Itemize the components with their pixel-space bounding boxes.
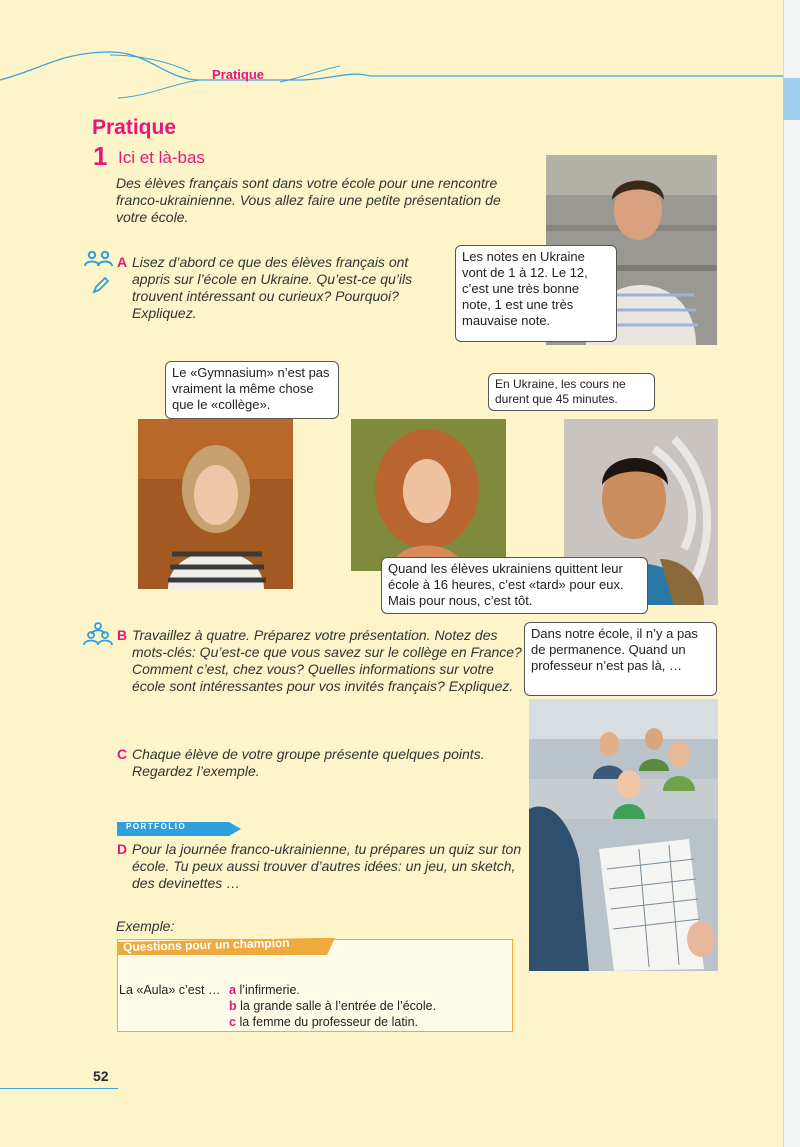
task-c-text: Chaque élève de votre groupe présente quelques points. Regardez l’exemple.	[132, 746, 485, 779]
quiz-option-c-letter: c	[229, 1015, 236, 1029]
task-d	[117, 841, 527, 892]
quiz-option-b-text: la grande salle à l’entrée de l’école.	[240, 999, 437, 1013]
quiz-title: Questions pour un champion	[122, 935, 290, 955]
quiz-option-a-letter: a	[229, 983, 236, 997]
task-a-text: Lisez d’abord ce que des élèves français ont appris sur l’école en Ukraine. Qu’est-ce qu’ils trouvent intéressant ou curieux? Pourquoi? Expliquez.	[132, 254, 413, 321]
task-a	[117, 254, 442, 322]
exercise-title: Ici et là-bas	[118, 148, 205, 167]
page-number: 52	[93, 1068, 109, 1084]
bubble-permanence	[524, 622, 717, 696]
bubble-cours	[488, 373, 655, 411]
bubble-gymnasium	[165, 361, 339, 419]
quiz-option-b-letter: b	[229, 999, 237, 1013]
exercise-number: 1	[93, 141, 108, 171]
bubble-notes-text: Les notes en Ukraine vont de 1 à 12. Le 12, c’est une très bonne note, 1 est une très mauvaise note.	[462, 249, 588, 328]
task-c-letter: C	[117, 746, 128, 762]
portfolio-label: PORTFOLIO	[126, 822, 187, 831]
bubble-quitter	[381, 557, 648, 614]
photo-girl-middle	[351, 419, 506, 571]
quiz-option-b	[229, 999, 436, 1014]
bubble-notes	[455, 245, 617, 342]
task-b	[117, 627, 527, 695]
bubble-gymnasium-text: Le «Gymnasium» n’est pas vraiment la même chose que le «collège».	[172, 365, 330, 412]
photo-classroom	[529, 699, 718, 971]
quiz-option-a	[229, 983, 300, 998]
task-d-letter: D	[117, 841, 128, 857]
page-title: Pratique	[92, 116, 177, 139]
page-edge	[783, 0, 800, 1147]
bubble-quitter-text: Quand les élèves ukrainiens quittent leur école à 16 heures, c’est «tard» pour eux. Mais pour nous, c’est tôt.	[388, 561, 624, 608]
page-number-rule	[0, 1088, 118, 1089]
task-b-text: Travaillez à quatre. Préparez votre présentation. Notez des mots-clés: Qu’est-ce que vous savez sur le collège en France? Comment c’est, chez vous? Quelles informations sur votre école sont intéressantes pour vos invités français? Expliquez.	[132, 627, 522, 694]
quiz-option-a-text: l’infirmerie.	[239, 983, 300, 997]
header-wave-line	[0, 0, 783, 110]
example-label: Exemple:	[116, 918, 175, 934]
pencil-icon	[92, 276, 110, 294]
bubble-permanence-text: Dans notre école, il n’y a pas de permanence. Quand un professeur n’est pas là, …	[531, 626, 698, 673]
photo-girl-left	[138, 419, 293, 589]
exercise-intro: Des élèves français sont dans votre école pour une rencontre franco-ukrainienne. Vous allez faire une petite présentation de votre école.	[116, 175, 501, 225]
group-work-icon	[83, 622, 113, 646]
quiz-option-c	[229, 1015, 418, 1030]
task-d-text: Pour la journée franco-ukrainienne, tu prépares un quiz sur ton école. Tu peux aussi trouver d’autres idées: un jeu, un sketch, des devinettes …	[132, 841, 522, 891]
pair-work-icon	[83, 251, 115, 267]
quiz-question: La «Aula» c’est …	[119, 983, 221, 997]
task-b-letter: B	[117, 627, 128, 643]
section-label: Pratique	[211, 67, 264, 82]
quiz-option-c-text: la femme du professeur de latin.	[239, 1015, 419, 1029]
page-edge-tab	[783, 78, 800, 120]
bubble-cours-text: En Ukraine, les cours ne durent que 45 minutes.	[495, 377, 626, 406]
task-a-letter: A	[117, 254, 128, 270]
task-c	[117, 746, 527, 780]
